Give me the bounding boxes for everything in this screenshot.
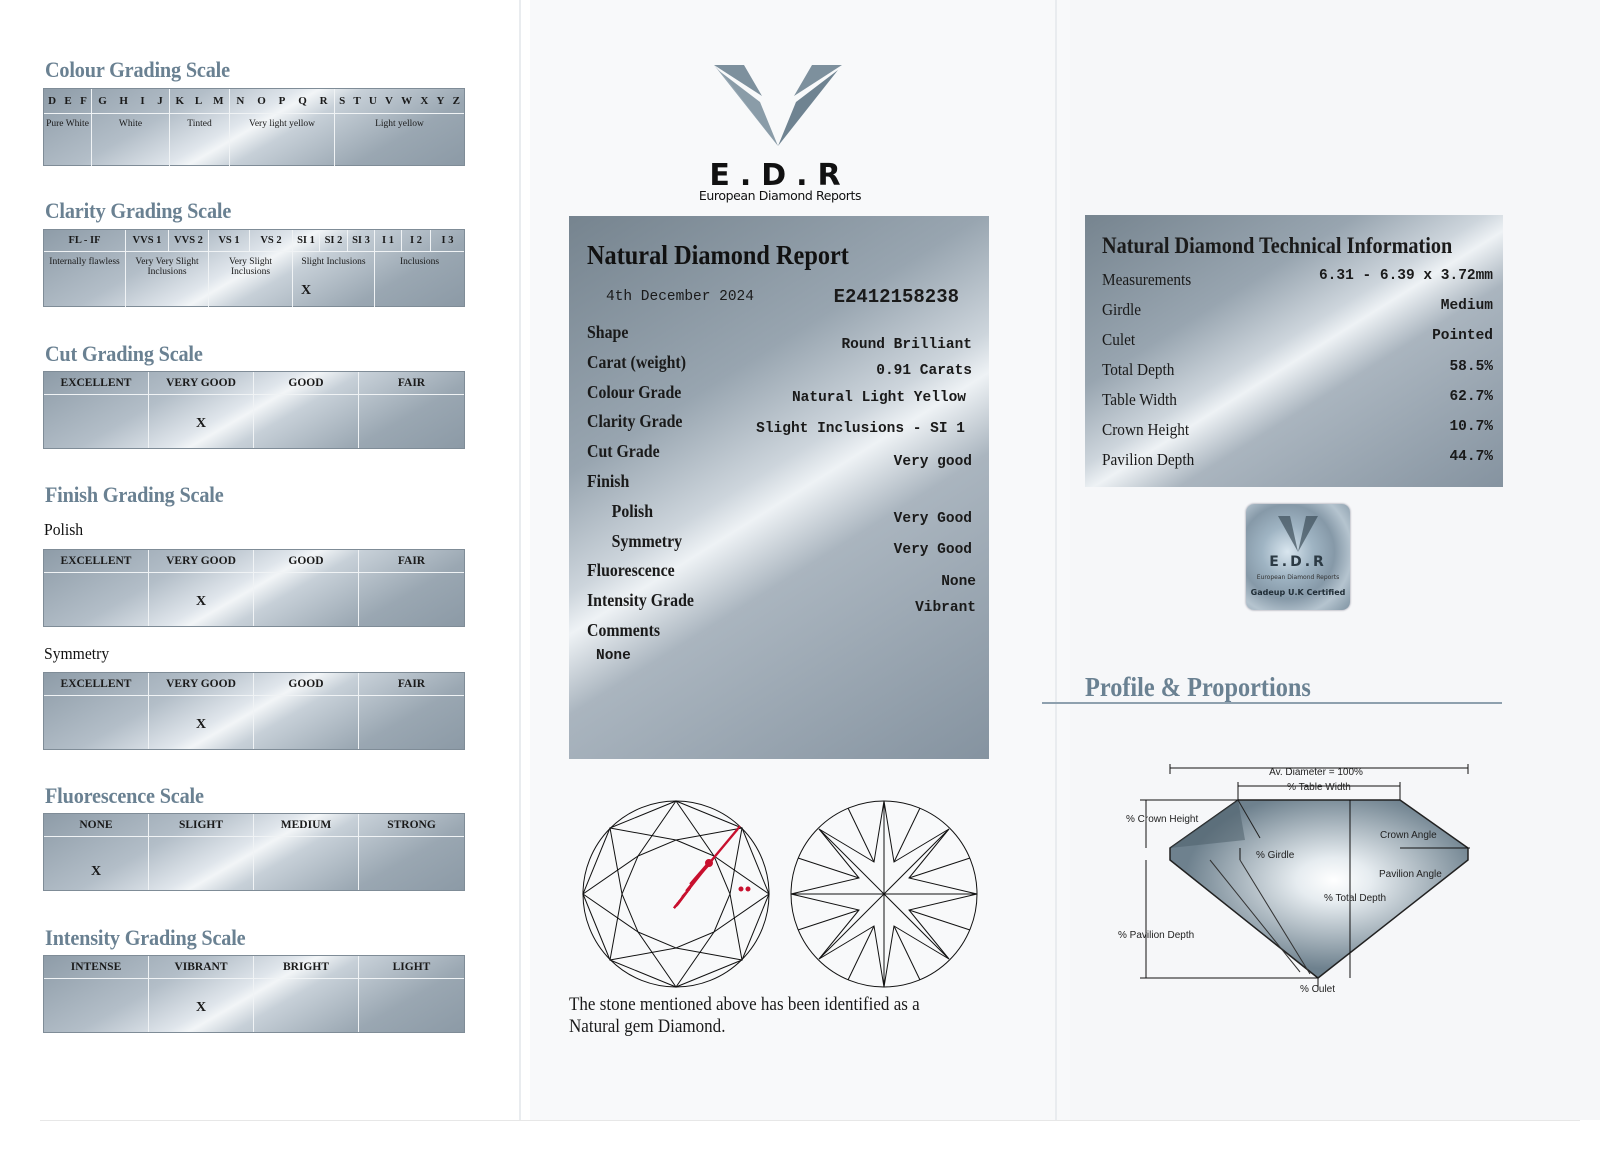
label-intensity: Intensity Grade: [587, 590, 694, 611]
value-table-width: 62.7%: [1449, 388, 1493, 405]
value-intensity: Vibrant: [915, 600, 976, 616]
clarity-header: FL - IF: [44, 230, 126, 251]
label-girdle: % Girdle: [1256, 850, 1295, 861]
brand-subtitle: European Diamond Reports: [698, 188, 862, 203]
clarity-group-label: Inclusions: [399, 257, 440, 267]
hologram-brand: E.D.R: [1269, 554, 1327, 570]
cut-cell: [359, 395, 464, 448]
label-shape: Shape: [587, 322, 629, 342]
colour-letter: Z: [452, 95, 460, 107]
colour-letters-group: [44, 89, 92, 113]
colour-letter: G: [98, 95, 107, 107]
finish-scale-title: Finish Grading Scale: [45, 482, 224, 507]
clarity-header: VS 1: [209, 230, 250, 251]
colour-letter: K: [175, 95, 184, 107]
intensity-header: VIBRANT: [149, 956, 254, 979]
colour-group-label: Very light yellow: [230, 114, 335, 166]
report-date: 4th December 2024: [606, 289, 754, 305]
clarity-group-label: Very Slight Inclusions: [209, 252, 293, 307]
clarity-header: I 3: [441, 235, 454, 246]
cut-scale-title: Cut Grading Scale: [45, 341, 203, 366]
label-total-depth: Total Depth: [1102, 360, 1175, 379]
label-finish: Finish: [587, 470, 630, 491]
colour-letters-group: [92, 89, 170, 113]
report-labels: [587, 322, 709, 650]
polish-cell: [149, 573, 254, 626]
value-girdle: Medium: [1440, 298, 1493, 315]
label-pavilion-depth: Pavilion Depth: [1102, 450, 1195, 469]
clarity-header: SI 2: [320, 230, 348, 251]
symmetry-label: Symmetry: [44, 644, 110, 663]
value-crown-height: 10.7%: [1449, 418, 1493, 435]
identified-note: The stone mentioned above has been identified as a Natural gem Diamond.: [569, 995, 920, 1037]
label-table: % Table Width: [1287, 782, 1351, 793]
hologram-seal: [1246, 504, 1350, 610]
fluorescence-cell: [359, 837, 464, 890]
clarity-group-label: Internally flawless: [44, 252, 126, 307]
polish-label: Polish: [44, 520, 84, 539]
colour-letter: H: [119, 95, 128, 107]
value-clarity: Slight Inclusions - SI 1: [756, 421, 965, 437]
intensity-header: LIGHT: [359, 956, 464, 979]
profile-underline: [1042, 702, 1502, 704]
label-crown-height: % Crown Height: [1126, 814, 1199, 825]
symmetry-header: GOOD: [254, 673, 359, 696]
clarity-group-label: Slight Inclusions: [301, 257, 366, 267]
polish-cell: [359, 573, 464, 626]
colour-group-label: White: [92, 114, 170, 166]
colour-letter: X: [420, 95, 429, 107]
profile-diagram-icon: [1110, 760, 1490, 1000]
label-fluorescence: Fluorescence: [587, 560, 675, 581]
symmetry-cell: [149, 696, 254, 749]
colour-letter: S: [339, 95, 346, 107]
label-comments: Comments: [587, 619, 661, 640]
cut-cell: [254, 395, 359, 448]
colour-letters-group: [230, 89, 335, 113]
fluorescence-cell: [44, 837, 149, 890]
fluorescence-scale-table: [43, 813, 465, 891]
fluorescence-mark: X: [90, 863, 102, 879]
colour-letter: O: [257, 95, 266, 107]
clarity-header: SI 1: [293, 230, 320, 251]
symmetry-header: FAIR: [359, 673, 464, 696]
clarity-scale-title: Clarity Grading Scale: [45, 198, 232, 223]
polish-header: VERY GOOD: [149, 550, 254, 573]
clarity-group-si: [293, 252, 375, 307]
cut-header: FAIR: [359, 372, 464, 395]
value-total-depth: 58.5%: [1449, 358, 1493, 375]
cut-cell: [44, 395, 149, 448]
colour-letter: L: [194, 95, 203, 107]
symmetry-scale-table: [43, 672, 465, 750]
value-comments: None: [596, 648, 631, 664]
colour-letter: J: [157, 95, 163, 107]
fluorescence-header: STRONG: [359, 814, 464, 837]
intensity-scale-table: [43, 955, 465, 1033]
value-measurements: 6.31 - 6.39 x 3.72mm: [1318, 268, 1493, 284]
fluorescence-header: MEDIUM: [254, 814, 359, 837]
symmetry-cell: [44, 696, 149, 749]
fold-line: [1055, 0, 1057, 1120]
polish-cell: [254, 573, 359, 626]
colour-letters-group: [335, 89, 464, 113]
clarity-scale-table: [43, 229, 465, 307]
report-title: Natural Diamond Report: [587, 240, 849, 270]
clarity-header: SI 3: [348, 230, 375, 251]
polish-scale-table: [43, 549, 465, 627]
value-culet: Pointed: [1432, 328, 1493, 345]
polish-header: FAIR: [359, 550, 464, 573]
hologram-subtitle: European Diamond Reports: [1256, 574, 1340, 581]
colour-scale-table: [43, 88, 465, 166]
value-cut: Very good: [893, 454, 972, 470]
intensity-cell: [44, 979, 149, 1032]
label-polish: Polish: [611, 500, 654, 521]
colour-letter: N: [236, 95, 245, 107]
colour-group-label: Tinted: [170, 114, 230, 166]
colour-letter: M: [213, 95, 224, 107]
colour-letter: W: [401, 95, 413, 107]
label-crown-height: Crown Height: [1102, 420, 1190, 439]
colour-letter: R: [319, 95, 328, 107]
polish-header: EXCELLENT: [44, 550, 149, 573]
pavilion-plot-diagram-icon: [788, 798, 980, 990]
clarity-header: I 2: [402, 230, 431, 251]
symmetry-header: VERY GOOD: [149, 673, 254, 696]
cut-header: EXCELLENT: [44, 372, 149, 395]
label-total-depth: % Total Depth: [1324, 893, 1387, 904]
polish-header: GOOD: [254, 550, 359, 573]
colour-scale-title: Colour Grading Scale: [45, 57, 230, 82]
label-crown-angle: Crown Angle: [1380, 830, 1437, 841]
cut-cell: [149, 395, 254, 448]
technical-title: Natural Diamond Technical Information: [1102, 233, 1453, 258]
value-fluorescence: None: [941, 574, 976, 590]
label-table-width: Table Width: [1102, 390, 1177, 409]
symmetry-cell: [254, 696, 359, 749]
label-colour: Colour Grade: [587, 381, 682, 402]
fluorescence-header: SLIGHT: [149, 814, 254, 837]
label-symmetry: Symmetry: [611, 530, 683, 551]
intensity-mark: X: [195, 999, 207, 1015]
fluorescence-cell: [149, 837, 254, 890]
intensity-header: INTENSE: [44, 956, 149, 979]
colour-letter: D: [48, 95, 57, 107]
colour-letter: Q: [298, 95, 307, 107]
label-diameter: Av. Diameter = 100%: [1269, 767, 1363, 778]
intensity-cell: [149, 979, 254, 1032]
colour-letter: I: [140, 95, 145, 107]
colour-letter: U: [368, 95, 377, 107]
colour-letter: F: [80, 95, 87, 107]
polish-mark: X: [195, 593, 207, 609]
profile-title: Profile & Proportions: [1085, 672, 1311, 702]
colour-group-label: Light yellow: [375, 119, 424, 129]
colour-letter: E: [64, 95, 72, 107]
label-measurements: Measurements: [1102, 270, 1192, 289]
label-clarity: Clarity Grade: [587, 411, 683, 432]
technical-panel: [1085, 215, 1503, 487]
intensity-cell: [254, 979, 359, 1032]
fluorescence-header: NONE: [44, 814, 149, 837]
value-polish: Very Good: [893, 511, 972, 527]
clarity-mark: X: [301, 283, 312, 298]
colour-letter: P: [278, 95, 286, 107]
clarity-header: I 1: [375, 230, 402, 251]
value-shape: Round Brilliant: [841, 337, 972, 353]
symmetry-cell: [359, 696, 464, 749]
clarity-group-label: Very Very Slight Inclusions: [126, 252, 209, 307]
fold-line: [519, 0, 521, 1120]
bottom-edge: [40, 1120, 1580, 1121]
symmetry-header: EXCELLENT: [44, 673, 149, 696]
hologram-diamond-icon: [1276, 514, 1320, 554]
label-pavilion-depth: % Pavilion Depth: [1118, 930, 1195, 941]
colour-letters-group: [170, 89, 230, 113]
label-cut: Cut Grade: [587, 441, 660, 462]
fluorescence-cell: [254, 837, 359, 890]
label-girdle: Girdle: [1102, 300, 1142, 319]
edr-diamond-logo-icon: [714, 62, 842, 148]
cut-header: VERY GOOD: [149, 372, 254, 395]
clarity-header: VVS 1: [126, 230, 169, 251]
brand-name: E.D.R: [709, 158, 851, 193]
crown-plot-diagram-icon: [578, 796, 774, 992]
intensity-cell: [359, 979, 464, 1032]
cut-mark: X: [195, 415, 207, 431]
technical-labels: [1102, 270, 1204, 480]
hologram-cert: Gadeup U.K Certified: [1250, 588, 1346, 597]
label-pavilion-angle: Pavilion Angle: [1379, 869, 1442, 880]
clarity-header: VS 2: [250, 230, 293, 251]
colour-letter: Y: [436, 95, 445, 107]
colour-letter: V: [385, 95, 393, 107]
value-symmetry: Very Good: [893, 542, 972, 558]
symmetry-mark: X: [195, 716, 207, 732]
value-colour: Natural Light Yellow: [791, 390, 966, 406]
fluorescence-scale-title: Fluorescence Scale: [45, 783, 204, 808]
value-carat: 0.91 Carats: [876, 363, 972, 379]
cut-header: GOOD: [254, 372, 359, 395]
colour-letter: T: [353, 95, 361, 107]
polish-cell: [44, 573, 149, 626]
value-pavilion-depth: 44.7%: [1449, 449, 1493, 466]
label-culet: % Culet: [1300, 984, 1336, 995]
clarity-header: VVS 2: [169, 230, 209, 251]
intensity-header: BRIGHT: [254, 956, 359, 979]
report-number: E2412158238: [833, 286, 959, 308]
report-panel: [569, 216, 989, 759]
colour-group-label: Pure White: [44, 114, 92, 166]
label-carat: Carat (weight): [587, 351, 686, 372]
intensity-scale-title: Intensity Grading Scale: [45, 925, 246, 950]
technical-values: [1319, 268, 1493, 479]
label-culet: Culet: [1102, 330, 1136, 349]
cut-scale-table: [43, 371, 465, 449]
